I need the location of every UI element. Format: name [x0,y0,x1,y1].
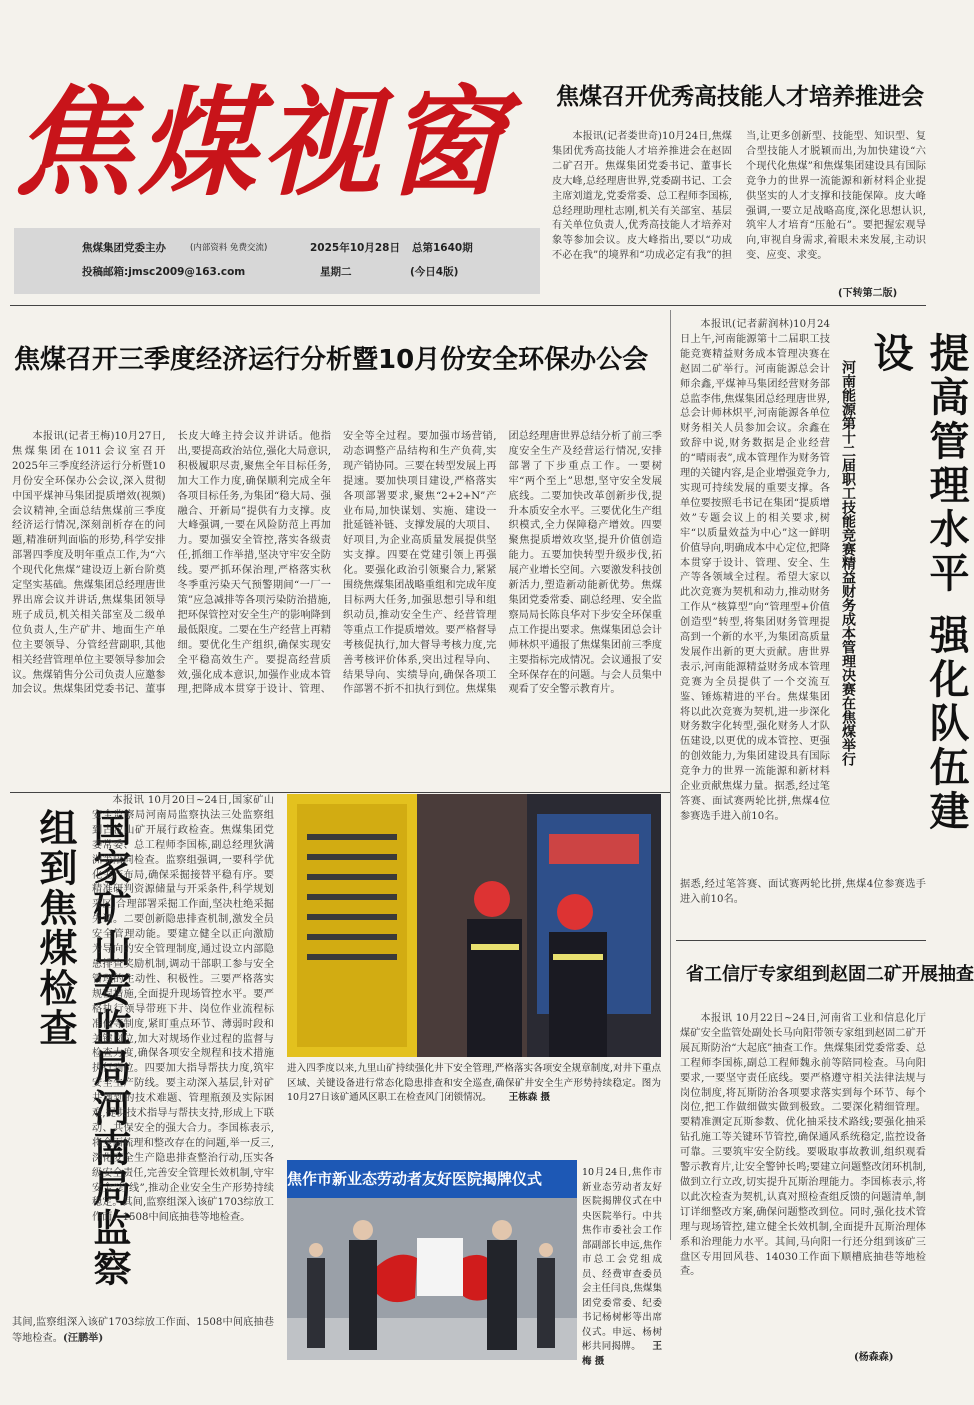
divider [10,305,926,306]
photo1-credit: 王栋森 摄 [508,1092,551,1103]
masthead-title: 焦煤视窗 [14,73,511,212]
article2-text: 本报讯(记者王梅)10月27日,焦煤集团在1011会议室召开2025年三季度经济运行分析暨10月份安全环保办公会议,深入贯彻中国平煤神马集团提质增效(视频)会议精神,全面总结焦煤前三季度经济运行情况,深刻剖析存在的问题,精准研判面临的形势,科学安排部署四季度及明年重点工作,为“六个现代化焦煤”建设迈上新台阶奠定坚实基础。焦煤集团总经理唐世界出席会议并讲话,焦煤集团领导班子成员,机关相关部室及二级单位负责人,生产矿井、地面生产单位主要领导、分管经营副职,其他相关经营管理单位主要领导参加会议。焦煤销售分公司负责人应邀参加会议。焦煤集团党委书记、董事长皮大峰主持会议并讲话。他指出,要提高政治站位,强化大局意识,积极履职尽责,聚焦全年目标任务,加大工作力度,确保顺利完成全年各项目标任务,为集团“稳大局、强融合、开新局”提供有力支撑。皮大峰强调,一要在风险防范上再加力。要加强安全管控,落实各级责任,抓细工作举措,坚决守牢安全防线。要严抓环保治理,严格落实秋冬季重污染天气预警期间“一厂一策”应急减排等各项污染防治措施,把环保管控对安全生产的影响降到最低限度。二要在生产经营上再精细。要优化生产组织,确保实现安全平稳高效生产。要提高经营质效,强化成本意识,加强作业成本管理,把降成本贯穿于设计、管理、安全等全过程。要加强市场营销,动态调整产品结构和生产负荷,实现产销协同。三要在转型发展上再提速。要加快项目建设,严格落实各项部署要求,聚焦“2+2+N”产业布局,加快谋划、实施、建设一批延链补链、支撑发展的大项目、好项目,为企业高质量发展提供坚实支撑。四要在党建引领上再强化。要强化政治引领聚合力,紧紧围绕焦煤集团战略重组和完成年度目标两大任务,加强思想引导和组织动员,推动安全生产、经营管理等重点工作提质增效。要严格督导考核促执行,加大督导考核力度,完善考核评价体系,突出过程导向、结果导向、实绩导向,确保各项工作部署不折不扣执行到位。焦煤集团总经理唐世界总结分析了前三季度安全生产及经营运行情况,安排部署了下步重点工作。一要树牢“两个至上”思想,坚守安全发展底线。二要加快改革创新步伐,提升本质安全水平。三要优化生产组织模式,全力保障稳产增效。四要聚焦提质增效攻坚,提升价值创造能力。五要加快转型升级步伐,拓展产业增长空间。六要激发科技创新活力,塑造新动能新优势。焦煤集团党委常委、副总经理、安全监察局局长陈良华对下步安全环保重点工作提出要求。焦煤集团总会计师林炽平通报了焦煤集团前三季度主要指标完成情况。会议通报了安全环保存在的问题。与会人员集中观看了安全警示教育片。 [12,431,662,696]
mine-inspection-photo [287,794,661,1057]
page-count: (今日4版) [410,266,459,278]
weekday: 星期二 [320,266,352,278]
submission-email: 投稿邮箱:jmsc2009@163.com [82,266,246,278]
internal-note: (内部资料 免费交流) [190,243,268,253]
article3-body-a [680,318,830,878]
article2-title: 焦煤召开三季度经济运行分析暨10月份安全环保办公会 [14,345,649,375]
article1-body [552,130,926,300]
ceremony-banner: 焦作市新业态劳动者友好医院揭牌仪式 [287,1160,577,1198]
issue-number: 总第1640期 [412,242,473,254]
article4-tail: 其间,监察组深入该矿1703综放工作面、1508中间底抽巷等地检查。(汪鹏举) [12,1317,274,1344]
article5-body [680,1012,926,1348]
issue-date: 2025年10月28日 [310,242,400,254]
article3-body-b: 据悉,经过笔答赛、面试赛两轮比拼,焦煤4位参赛选手进入前10名。 [680,879,926,905]
article4-body [92,794,274,1316]
photo1-caption: 进入四季度以来,九里山矿持续强化井下安全管理,严格落实各项安全规章制度,对井下重点区域、关键设备进行常态化隐患排查和安全巡查,确保矿井安全生产形势持续稳定。图为10月27日该矿通风区职工在检查风门闭锁情况。 王栋森 摄 [287,1063,661,1103]
article1-text: 本报讯(记者娄世奇)10月24日,焦煤集团优秀高技能人才培养推进会在赵固二矿召开。焦煤集团党委书记、董事长皮大峰,总经理唐世界,党委副书记、工会主席刘道龙,党委常委、总工程师李国栋,总经理助理杜志刚,机关有关部室、基层有关单位负责人,优秀高技能人才培养对象等参加会议。皮大峰指出,要以“功成不必在我”的境界和“功成必定有我”的担当,让更多创新型、技能型、知识型、复合型技能人才脱颖而出,为加快建设“六个现代化焦煤”和焦煤集团建设具有国际竞争力的世界一流能源和新材料企业提供坚实的人才支撑和技能保障。皮大峰强调,一要立足战略高度,深化思想认识,筑牢人才培育“压舱石”。要把握宏观导向,审视自身需求,着眼未来发展,主动识变、应变、求变。 [552,131,926,262]
article1-title: 焦煤召开优秀高技能人才培养推进会 [556,84,924,110]
article2-body [12,430,662,790]
article4-text: 本报讯 10月20日~24日,国家矿山安全监察局河南局监察执法三处监察组到古汉山矿开展行政检查。焦煤集团党委常委、总工程师李国栋,副总经理狄满洲等陪同检查。监察组强调,一要科学优化生产布局,确保采掘接替平稳有序。要精准研判资源储量与开采条件,科学规划采区,合理部署采掘工作面,坚决杜绝采掘失调。二要创新隐患排查机制,激发全员安全管理动能。要建立健全以正向激励为导向的安全管理制度,通过设立内部隐患排查奖励机制,调动干部职工参与安全管理的主动性、积极性。三要严格落实规程措施,全面提升现场管控水平。要严格执行领导带班下井、岗位作业流程标准化等制度,紧盯重点环节、薄弱时段和关键岗位,加大对规场作业过程的监督与检查力度,确保各项安全规程和技术措施执行到位。四要加大指导帮扶力度,筑牢安全生产防线。要主动深入基层,针对矿井遇到的技术难题、管理瓶颈及实际困难,提供技术指导与帮扶支持,形成上下联动、共保安全的强大合力。李国栋表示,将全面梳理和整改存在的问题,举一反三,深化安全生产隐患排查整治行动,压实各级安全责任,完善安全管理长效机制,守牢安全“红线”,推动企业安全生产形势持续稳定。其间,监察组深入该矿1703综放工作面、1508中间底抽巷等地检查。 [92,795,274,1224]
continued-note: (下转第二版) [834,284,897,299]
photo2-credit: 王梅 摄 [582,1341,662,1367]
article4-title: 国家矿山安监局河南局监察组到焦煤检查 [33,808,131,1288]
article3-title: 提高管理水平 强化队伍建设 [867,332,969,834]
sponsor: 焦煤集团党委主办 [82,242,166,254]
article5-author: (杨森森) [850,1348,893,1363]
column-divider [670,310,671,1240]
divider [676,940,926,941]
article5-text: 本报讯 10月22日~24日,河南省工业和信息化厅煤矿安全监管处副处长马向阳带领专家组到赵固二矿开展瓦斯防治“大起底”抽查工作。焦煤集团党委常委、总工程师李国栋,副总工程师魏永前等陪同检查。马向阳要求,一要坚守责任底线。要严格遵守相关法律法规与岗位制度,将瓦斯防治各项要求落实到每个环节、每个岗位,把工作做细做实做到极致。二要深化精细管理。要精准测定瓦斯参数、优化抽采技术路线;要强化抽采钻孔施工等关键环节管控,确保通风系统稳定,监控设备可靠。三要筑牢安全防线。要吸取事故教训,组织观看警示教育片,让安全警钟长鸣;要建立问题整改闭环机制,做到立行立改,切实提升瓦斯治理能力。李国栋表示,将以此次检查为契机,认真对照检查组反馈的问题清单,制订详细整改方案,确保问题整改到位。同时,强化技术管理与现场管控,建立健全长效机制,全面提升瓦斯治理体系和治理能力水平。其间,马向阳一行还分组到该矿三盘区专用回风巷、14030工作面下顺槽底抽巷等地检查。 [680,1013,926,1278]
hospital-ceremony-photo [287,1160,577,1360]
article4-author: (汪鹏举) [62,1331,104,1344]
divider [10,792,670,793]
article5-title: 省工信厅专家组到赵固二矿开展抽查 [686,964,974,985]
article3-subtitle: 河南能源第十二届职工技能竞赛精益财务成本管理决赛在焦煤举行 [840,360,856,766]
article3-text: 本报讯(记者薪润林)10月24日上午,河南能源第十二届职工技能竞赛精益财务成本管理决赛在赵固二矿举行。河南能源总会计师余鑫,平煤神马集团经营财务部总监李伟,焦煤集团总经理唐世界,总会计师林炽平,河南能源各单位财务相关人员参加会议。余鑫在致辞中说,财务数据是企业经营的“晴雨表”,成本管理作为财务管理的关键内容,是企业增强竞争力,实现可持续发展的重要支撑。各单位要按照毛书记在集团“提质增效”专题会议上的相关要求,树牢“以质量效益为中心”这一鲜明价值导向,明确成本中心定位,把降本贯穿于设计、管理、安全、生产等各领域全过程。希望大家以此次竞赛为契机和动力,推动财务工作从“核算型”向“管理型+价值创造型”转型,将集团财务管理提高到一个新的水平,为集团高质量发展作出新的更大贡献。唐世界表示,河南能源精益财务成本管理竞赛为全员提供了一个交流互鉴、锤炼精进的平台。焦煤集团将以此次竞赛为契机,进一步深化财务数字化转型,强化财务人才队伍建设,以更优的成本管控、更强的创效能力,为集团建设具有国际竞争力的世界一流能源和新材料企业贡献焦煤力量。据悉,经过笔答赛、面试赛两轮比拼,焦煤4位参赛选手进入前10名。 [680,319,830,822]
photo2-caption: 10月24日,焦作市新业态劳动者友好医院揭牌仪式在中央医院举行。中共焦作市委社会工作部副部长申远,焦作市总工会党组成员、经费审查委员会主任闫良,焦煤集团党委常委、纪委书记杨树彬等出席仪式。申远、杨树彬共同揭牌。 王梅 摄 [582,1167,662,1367]
info-bar [14,228,540,294]
